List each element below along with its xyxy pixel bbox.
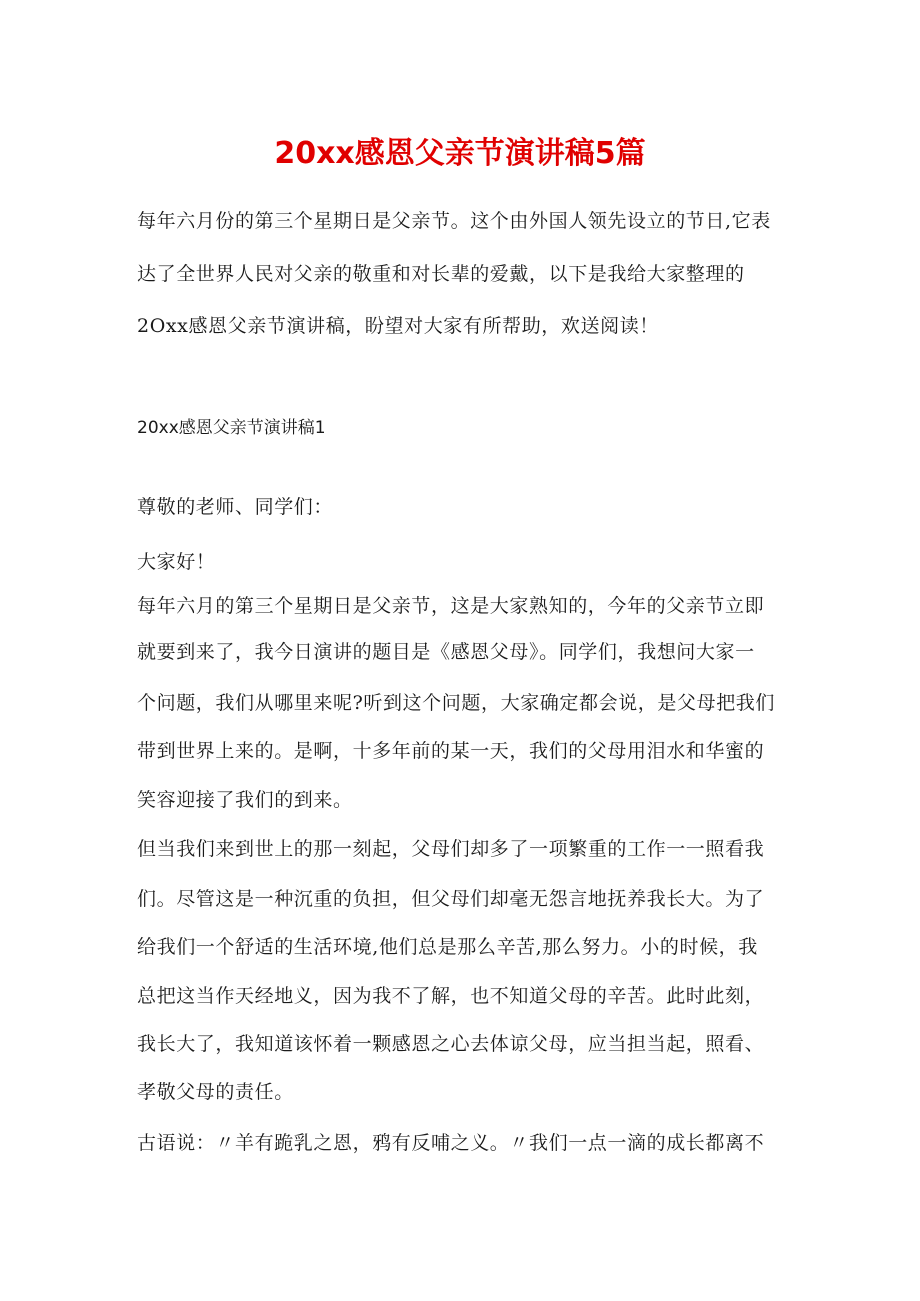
intro-line: 2Oxx感恩父亲节演讲稿，盼望对大家有所帮助，欢送阅读！ [137, 315, 659, 337]
paragraph2-line: 但当我们来到世上的那一刻起，父母们却多了一项繁重的工作一一照看我 [137, 838, 765, 860]
paragraph1-line: 每年六月的第三个星期日是父亲节，这是大家熟知的，今年的父亲节立即 [137, 595, 765, 617]
paragraph1-line: 带到世界上来的。是啊，十多年前的某一天，我们的父母用泪水和华蜜的 [137, 740, 765, 762]
document-title: 20xx感恩父亲节演讲稿5篇 [274, 136, 646, 171]
paragraph2-line: 我长大了，我知道该怀着一颗感恩之心去体谅父母，应当担当起，照看、 [137, 1033, 765, 1055]
paragraph2-line: 给我们一个舒适的生活环境,他们总是那么辛苦,那么努力。小的时候，我 [137, 936, 758, 958]
paragraph1-line: 笑容迎接了我们的到来。 [137, 789, 353, 811]
paragraph2-line: 总把这当作天经地义，因为我不了解，也不知道父母的辛苦。此时此刻， [137, 985, 765, 1007]
paragraph3-line: 古语说：〃羊有跪乳之恩，鸦有反哺之义。〃我们一点一滴的成长都离不 [137, 1132, 765, 1154]
intro-line: 达了全世界人民对父亲的敬重和对长辈的爱戴，以下是我给大家整理的 [137, 263, 745, 285]
paragraph2-line: 们。尽管这是一种沉重的负担，但父母们却毫无怨言地抚养我长大。为了 [137, 888, 765, 910]
paragraph1-line: 就要到来了，我今日演讲的题目是《感恩父母》。同学们，我想问大家一 [137, 641, 755, 663]
paragraph2-line: 孝敬父母的责任。 [137, 1081, 294, 1103]
salutation: 尊敬的老师、同学们： [137, 496, 334, 518]
intro-line: 每年六月份的第三个星期日是父亲节。这个由外国人领先设立的节日,它表 [137, 210, 771, 232]
section-heading: 20xx感恩父亲节演讲稿1 [137, 418, 326, 438]
paragraph1-line: 个问题，我们从哪里来呢?听到这个问题，大家确定都会说，是父母把我们 [137, 692, 775, 714]
greeting: 大家好！ [137, 551, 216, 573]
